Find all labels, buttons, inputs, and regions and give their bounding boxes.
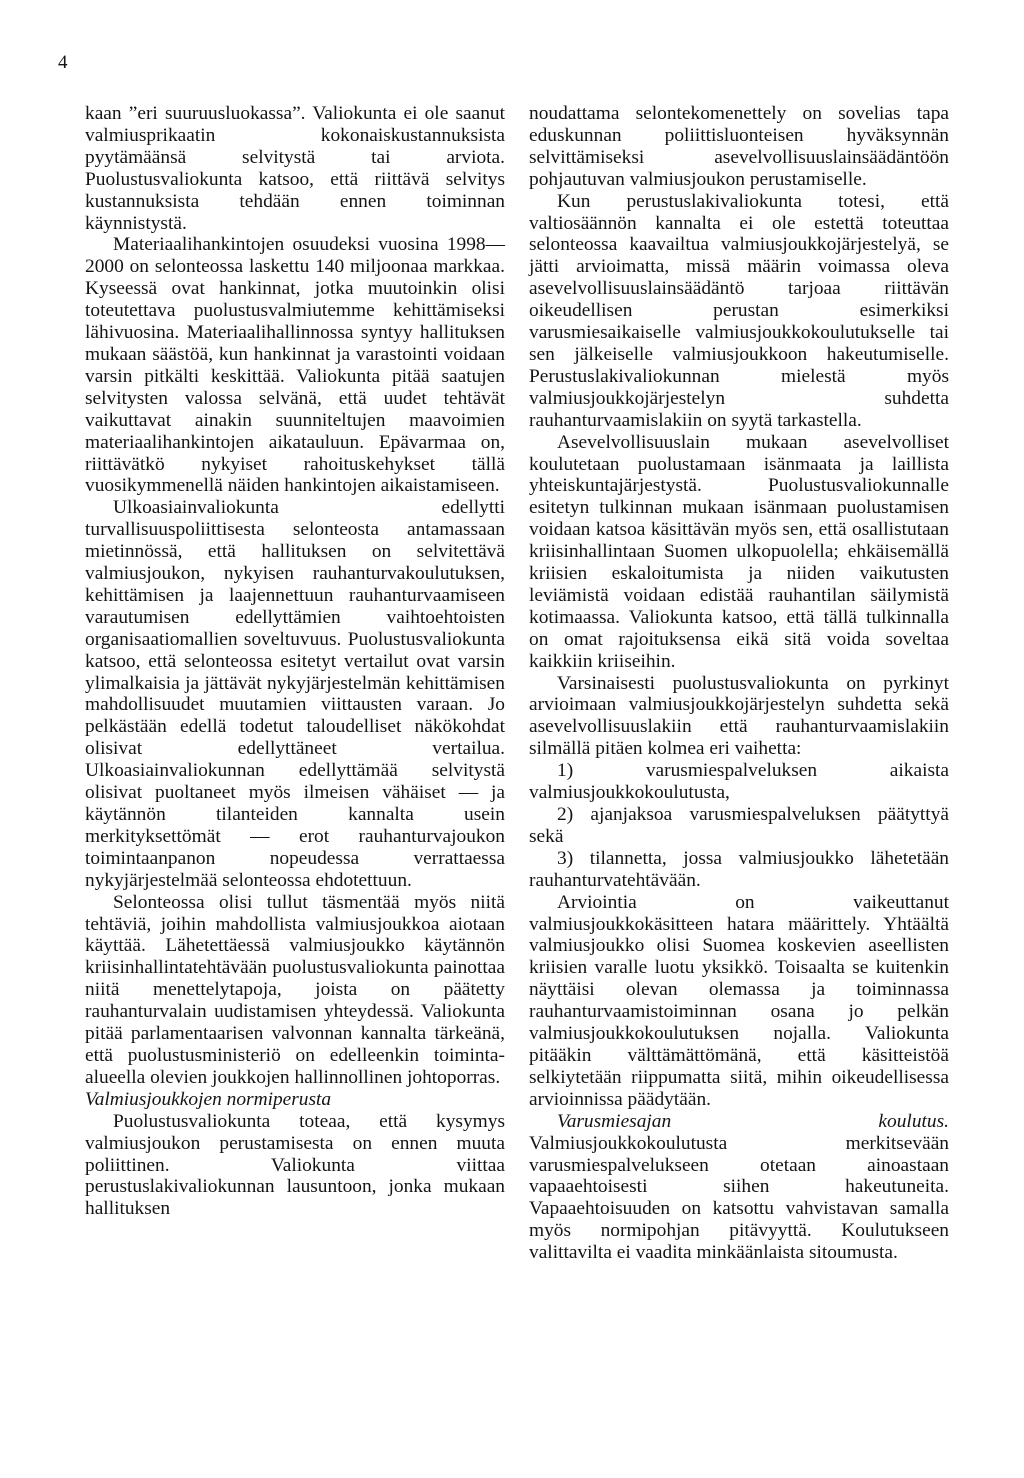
list-item: 3) tilannetta, jossa valmiusjoukko lähetetään rauhanturvatehtävään.	[529, 847, 949, 891]
run-in-heading: Varusmiesajan koulutus.	[557, 1110, 949, 1132]
paragraph	[529, 1111, 949, 1264]
paragraph: Asevelvollisuuslain mukaan asevelvolliset koulutetaan puolustamaan isänmaata ja laillista yhteiskuntajärjestystä. Puolustusvaliokunnalle esitetyn tulkinnan mukaan isänmaan puolustamisen voidaan katsoa käsittävän myös sen, että osallistutaan kriisinhallintaan Suomen ulkopuolella; ehkäisemällä kriisien eskaloitumista ja niiden vaikutusten leviämistä voidaan edistää rauhantilan säilymistä kotimaassa. Valiokunta katsoo, että tällä tulkinnalla on omat rajoituksensa eikä sitä voida soveltaa kaikkiin kriiseihin.	[529, 431, 949, 672]
section-heading: Valmiusjoukkojen normiperusta	[85, 1088, 332, 1110]
paragraph: Ulkoasiainvaliokunta edellytti turvallisuuspoliittisesta selonteosta antamassaan mietinnössä, että hallituksen on selvitettävä valmiusjoukon, nykyisen rauhanturvakoulutuksen, kehittämisen ja laajennettuun rauhanturvaamiseen varautumisen edellyttämien vaihtoehtoisten organisaatiomallien soveltuvuus. Puolustusvaliokunta katsoo, että selonteossa esitetyt vertailut ovat varsin ylimalkaisia ja jättävät nykyjärjestelmän kehittämisen mahdollisuudet muutamien viittausten varaan. Jo pelkästään edellä todetut taloudelliset näkökohdat olisivat edellyttäneet vertailua. Ulkoasiainvaliokunnan edellyttämää selvitystä olisivat puoltaneet myös ilmeisen vähäiset — ja käytännön tilanteiden kannalta usein merkityksettömät — erot rauhanturvajoukon toimintaanpanon nopeudessa verrattaessa nykyjärjestelmää selonteossa ehdotettuun.	[85, 497, 505, 891]
page-number: 4	[58, 52, 68, 73]
paragraph: Materiaalihankintojen osuudeksi vuosina 1998—2000 on selonteossa laskettu 140 miljoonaa markkaa. Kyseessä ovat hankinnat, jotka muutoinkin olisi toteutettava puolustusvalmiutemme kehittämiseksi lähivuosina. Materiaalihallinnossa syntyy hallituksen mukaan säästöä, kun hankinnat ja varastointi voidaan varsin pitkälti keskittää. Valiokunta pitää saatujen selvitysten valossa selvänä, että uudet tehtävät vaikuttavat ainakin suunniteltujen maavoimien materiaalihankintojen aikatauluun. Epävarmaa on, riittävätkö nykyiset rahoituskehykset tällä vuosikymmenellä näiden hankintojen aikaistamiseen.	[85, 234, 505, 497]
paragraph: Varsinaisesti puolustusvaliokunta on pyrkinyt arvioimaan valmiusjoukkojärjestelyn suhdetta sekä asevelvollisuuslakiin että rauhanturvaamislakiin silmällä pitäen kolmea eri vaihetta:	[529, 672, 949, 760]
paragraph: noudattama selontekomenettely on sovelias tapa eduskunnan poliittisluonteisen hyväksynnän selvittämiseksi asevelvollisuuslainsäädäntöön pohjautuvan valmiusjoukon perustamiselle.	[529, 103, 949, 190]
paragraph-text: Valmiusjoukkokoulutusta merkitsevään varusmiespalvelukseen otetaan ainoastaan vapaaehtoisesti siihen hakeutuneita. Vapaaehtoisuuden on katsottu vahvistavan samalla myös normipohjan pitävyyttä. Koulutukseen valittavilta ei vaadita minkäänlaista sitoumusta.	[529, 1132, 949, 1264]
paragraph: kaan ”eri suuruusluokassa”. Valiokunta ei ole saanut valmiusprikaatin kokonaiskustannuksista pyytämäänsä selvitystä tai arviota. Puolustusvaliokunta katsoo, että riittävä selvitys kustannuksista tehdään ennen toiminnan käynnistystä.	[85, 103, 505, 234]
paragraph: Kun perustuslakivaliokunta totesi, että valtiosäännön kannalta ei ole estettä toteuttaa selonteossa kaavailtua valmiusjoukkojärjestelyä, se jätti arvioimatta, missä määrin voimassa oleva asevelvollisuuslainsäädäntö tarjoaa riittävän oikeudellisen perustan esimerkiksi varusmiesaikaiselle valmiusjoukkokoulutukselle tai sen jälkeiselle valmiusjoukkoon hakeutumiselle. Perustuslakivaliokunnan mielestä myös valmiusjoukkojärjestelyn suhdetta rauhanturvaamislakiin on syytä tarkastella.	[529, 190, 949, 431]
paragraph: Arviointia on vaikeuttanut valmiusjoukkokäsitteen hatara määrittely. Yhtäältä valmiusjoukko olisi Suomea koskevien aseellisten kriisien varalle luotu yksikkö. Toisaalta se kuitenkin näyttäisi olevan olemassa ja toiminnassa rauhanturvaamistoiminnan osana jo pelkän valmiusjoukkokoulutuksen nojalla. Valiokunta pitääkin välttämättömänä, että käsitteistöä selkiytetään riippumatta siitä, mihin oikeudellisessa arvioinnissa päädytään.	[529, 891, 949, 1110]
left-column	[85, 103, 505, 1220]
list-item: 2) ajanjaksoa varusmiespalveluksen päätyttyä sekä	[529, 804, 949, 847]
paragraph: Puolustusvaliokunta toteaa, että kysymys valmiusjoukon perustamisesta on ennen muuta poliittinen. Valiokunta viittaa perustuslakivaliokunnan lausuntoon, jonka mukaan hallituksen	[85, 1110, 505, 1220]
paragraph: Selonteossa olisi tullut täsmentää myös niitä tehtäviä, joihin mahdollista valmiusjoukkoa aiotaan käyttää. Lähetettäessä valmiusjoukko käytännön kriisinhallintatehtävään puolustusvaliokunta painottaa niitä menettelytapoja, joista on päätetty rauhanturvalain uudistamisen yhteydessä. Valiokunta pitää parlamentaarisen valvonnan kannalta tärkeänä, että puolustusministeriö on edelleenkin toiminta-alueella olevien joukkojen hallinnollinen johtoporras.	[85, 891, 505, 1088]
right-column	[529, 103, 949, 1264]
list-item: 1) varusmiespalveluksen aikaista valmiusjoukkokoulutusta,	[529, 760, 949, 804]
